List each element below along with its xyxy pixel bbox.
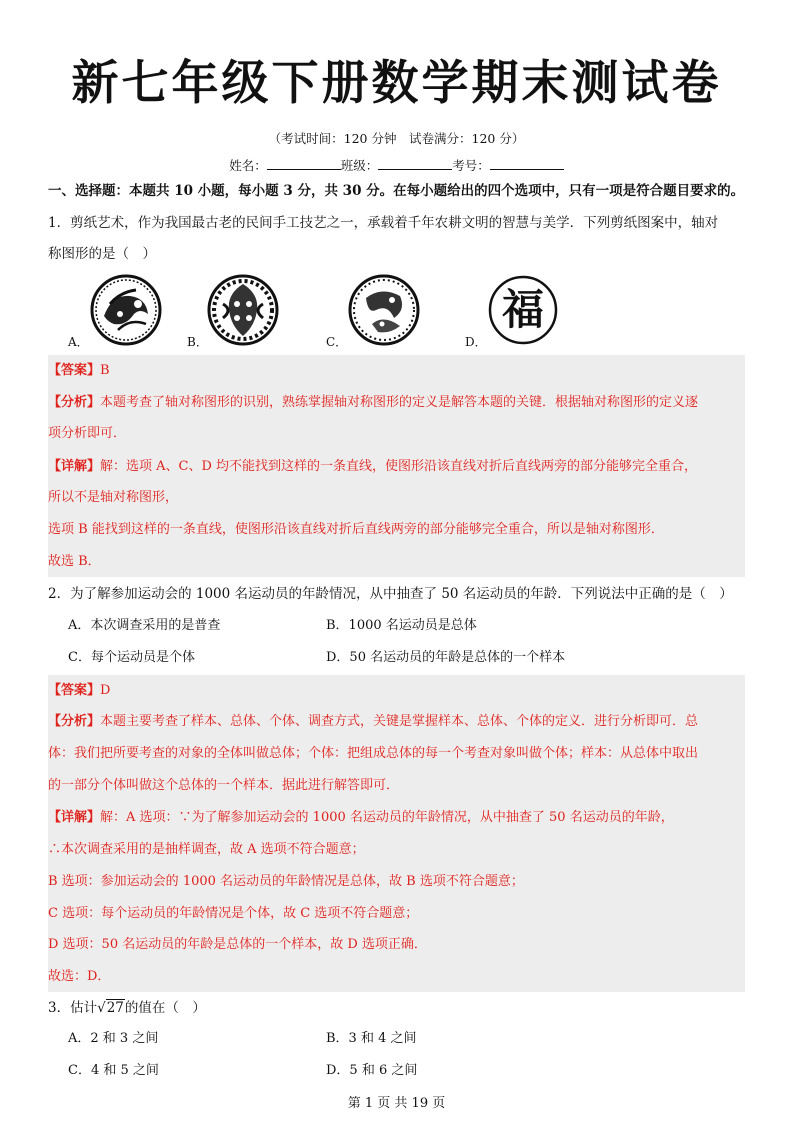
- page-title: 新七年级下册数学期末测试卷: [71, 56, 722, 111]
- q1-detail-line2: 所以不是轴对称图形，: [48, 490, 179, 505]
- q2-option-c: C．每个运动员是个体: [68, 650, 195, 665]
- q1-label-a: A．: [68, 335, 89, 349]
- q1-answer-tag: 【答案】: [48, 363, 101, 378]
- q2-option-b: B．1000 名运动员是总体: [326, 618, 477, 633]
- number-label: 考号：: [452, 158, 490, 173]
- q1-stem-line2: 称图形的是（ ）: [48, 246, 156, 262]
- q2-detail-line5: D 选项：50 名运动员的年龄是总体的一个样本，故 D 选项正确．: [48, 937, 427, 952]
- q2-answer: [48, 681, 110, 701]
- q2-detail-line2: ∴本次调查采用的是抽样调查，故 A 选项不符合题意；: [48, 842, 365, 857]
- q2-detail-text1: 解：A 选项：∵为了解参加运动会的 1000 名运动员的年龄情况，从中抽查了 50 名运动员的年龄，: [100, 810, 674, 825]
- q3-option-a: A．2 和 3 之间: [68, 1031, 159, 1046]
- q2-analysis-line1: [48, 712, 698, 732]
- q1-detail-text1: 解：选项 A、C、D 均不能找到这样的一条直线，使图形沿该直线对折后直线两旁的部分能够完全重合，: [100, 459, 698, 474]
- name-label: 姓名：: [229, 158, 267, 173]
- q2-stem: 2．为了解参加运动会的 1000 名运动员的年龄情况，从中抽查了 50 名运动员的年龄．下列说法中正确的是（ ）: [48, 586, 733, 602]
- class-blank: [378, 158, 452, 170]
- class-label: 班级：: [340, 158, 379, 173]
- q1-analysis-text1: 本题考查了轴对称图形的识别，熟练掌握轴对称图形的定义是解答本题的关键．根据轴对称图形的定义逐: [100, 395, 699, 410]
- sqrt-radicand: 27: [106, 1000, 124, 1016]
- q3-option-c: C．4 和 5 之间: [68, 1063, 159, 1078]
- q1-detail-line1: [48, 457, 697, 477]
- papercut-option-b-image: [207, 274, 279, 346]
- papercut-option-a-image: [90, 274, 162, 346]
- q1-label-c: C．: [326, 335, 348, 349]
- name-blank: [267, 158, 341, 170]
- q2-detail-line3: B 选项：参加运动会的 1000 名运动员的年龄情况是总体，故 B 选项不符合题意；: [48, 874, 524, 889]
- q1-answer-value: B: [100, 363, 110, 378]
- fu-character: 福: [501, 285, 545, 334]
- q3-option-b: B．3 和 4 之间: [326, 1031, 417, 1046]
- section-heading: 一、选择题：本题共 10 小题，每小题 3 分，共 30 分。在每小题给出的四个选项中，只有一项是符合题目要求的。: [48, 183, 745, 199]
- q2-option-a: A．本次调查采用的是普查: [68, 618, 221, 633]
- q3-stem-post: 的值在（ ）: [124, 1000, 206, 1016]
- q2-answer-value: D: [100, 683, 111, 698]
- q1-analysis-line2: 项分析即可．: [48, 426, 127, 441]
- q2-analysis-line2: 体：我们把所要考查的对象的全体叫做总体；个体：把组成总体的每一个考查对象叫做个体；样本：从总体中取出: [48, 746, 699, 761]
- q3-option-d: D．5 和 6 之间: [326, 1063, 418, 1078]
- q1-label-d: D．: [465, 335, 487, 349]
- sqrt-expression: √27: [97, 1000, 124, 1016]
- q2-detail-line4: C 选项：每个运动员的年龄情况是个体，故 C 选项不符合题意；: [48, 906, 419, 921]
- q1-detail-line3: 选项 B 能找到这样的一条直线，使图形沿该直线对折后直线两旁的部分能够完全重合，所以是轴对称图形．: [48, 522, 664, 537]
- papercut-option-c-image: [348, 274, 420, 346]
- q3-stem-pre: 3．估计: [48, 1000, 98, 1016]
- student-info-line: [0, 158, 793, 174]
- q2-detail-tag: 【详解】: [48, 810, 101, 825]
- q1-detail-line4: 故选 B．: [48, 554, 101, 569]
- q2-analysis-line3: 的一部分个体叫做这个总体的一个样本．据此进行解答即可．: [48, 778, 400, 793]
- q2-detail-line6: 故选：D．: [48, 969, 111, 984]
- q1-analysis-tag: 【分析】: [48, 395, 101, 410]
- q1-label-b: B．: [187, 335, 208, 349]
- q2-detail-line1: [48, 808, 674, 828]
- page-footer: 第 1 页 共 19 页: [347, 1096, 446, 1111]
- q2-analysis-text1: 本题主要考查了样本、总体、个体、调查方式，关键是掌握样本、总体、个体的定义．进行分析即可．总: [100, 714, 699, 729]
- q2-answer-tag: 【答案】: [48, 683, 101, 698]
- q1-stem-line1: 1．剪纸艺术，作为我国最古老的民间手工技艺之一，承载着千年农耕文明的智慧与美学．下列剪纸图案中，轴对: [48, 215, 719, 231]
- q2-analysis-tag: 【分析】: [48, 714, 101, 729]
- exam-meta: （考试时间：120 分钟 试卷满分：120 分）: [268, 131, 525, 146]
- papercut-option-d-image: [487, 274, 559, 346]
- q1-detail-tag: 【详解】: [48, 459, 101, 474]
- q1-answer: [48, 361, 110, 381]
- q3-stem: [48, 998, 206, 1018]
- q1-analysis-line1: [48, 393, 698, 413]
- number-blank: [490, 158, 564, 170]
- q2-option-d: D．50 名运动员的年龄是总体的一个样本: [326, 650, 566, 665]
